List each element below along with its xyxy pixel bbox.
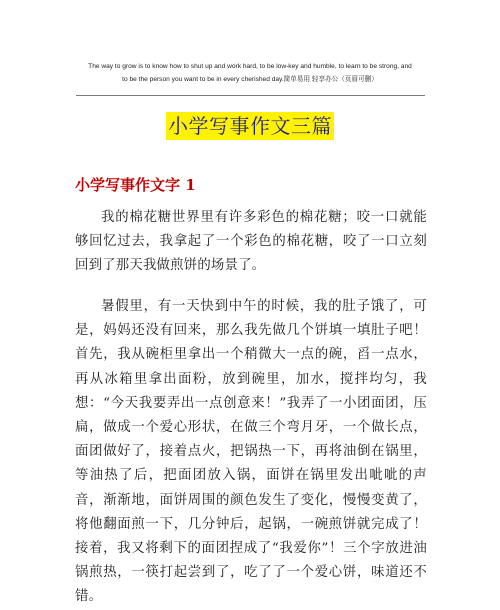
paragraph-1: 我的棉花糖世界里有许多彩色的棉花糖；咬一口就能够回忆过去，我拿起了一个彩色的棉花糖，咬了一口立刻回到了那天我做煎饼的场景了。 (75, 210, 427, 274)
section-heading: 小学写事作文字 1 (75, 176, 196, 194)
header-line-1: The way to grow is to know how to shut up and work hard, to be low-key and humble, to learn to be strong, and (88, 63, 412, 70)
header-divider (76, 95, 425, 96)
header-line-2: to be the person you want to be in every cherished day.简单易用 轻享办公（页眉可删） (122, 76, 378, 83)
title-container (0, 112, 500, 140)
paragraph-2: 暑假里，有一天快到中午的时候，我的肚子饿了，可是，妈妈还没有回来，那么我先做几个饼填一填肚子吧！首先，我从碗柜里拿出一个稍微大一点的碗，舀一点水，再从冰箱里拿出面粉，放到碗里，加水，搅拌均匀，我想：“今天我要弄出一点创意来！”我弄了一小团面团，压扁，做成一个爱心形状，在做三个弯月牙，一个做长点，面团做好了，接着点火，把锅热一下，再将油倒在锅里，等油热了后，把面团放入锅，面饼在锅里发出呲呲的声音，渐渐地，面饼周围的颜色发生了变化，慢慢变黄了，将他翻面煎一下，几分钟后，起锅，一碗煎饼就完成了！接着，我又将剩下的面团捏成了“我爱你”！三个字放进油锅煎热，一筷打起尝到了，吃了了一个爱心饼，味道还不错。 (75, 299, 427, 605)
document-title: 小学写事作文三篇 (168, 114, 332, 138)
page-header (70, 60, 430, 86)
